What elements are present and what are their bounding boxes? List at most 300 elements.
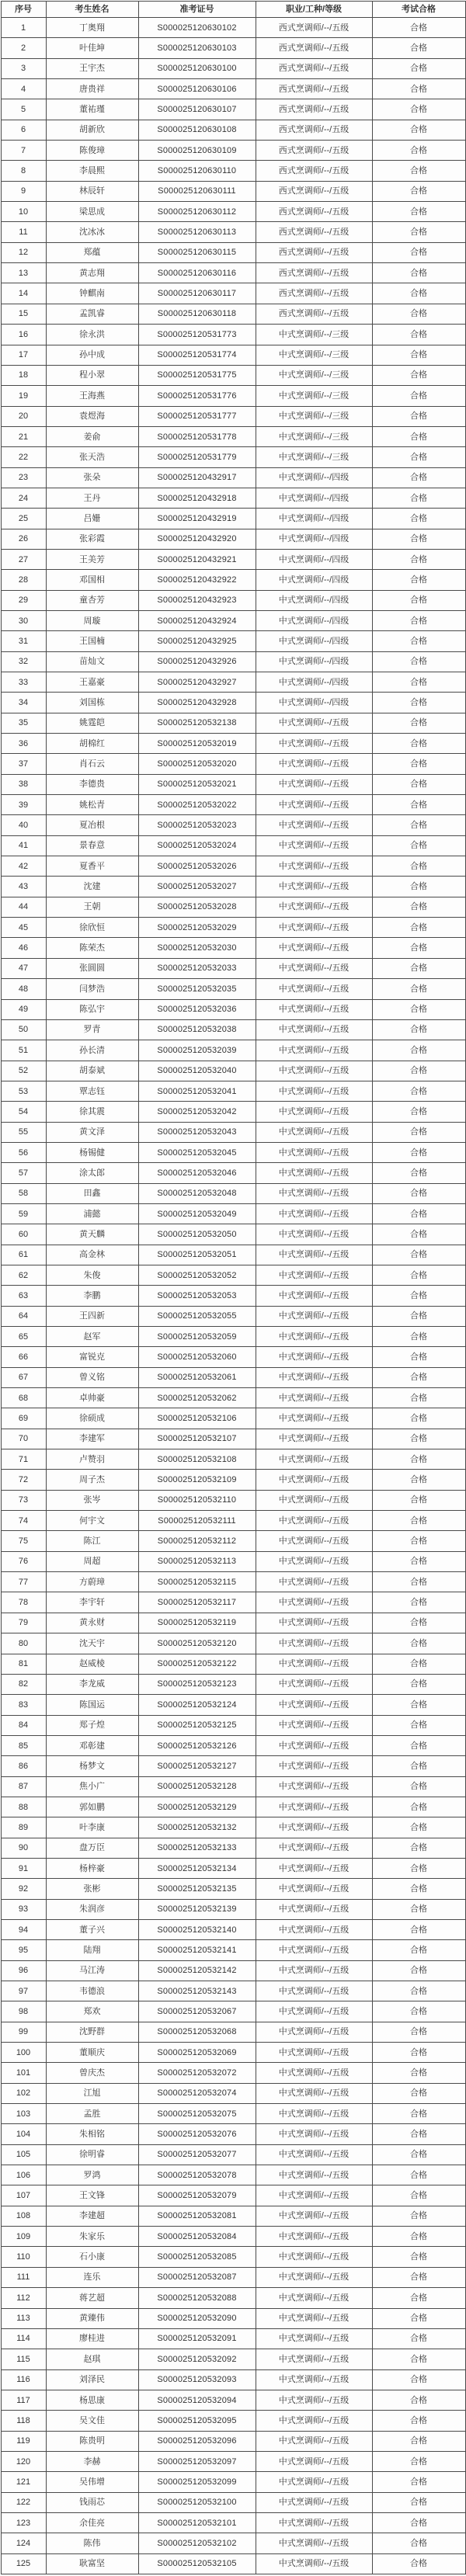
table-row <box>1 2492 465 2512</box>
cell-result: 合格 <box>372 345 465 365</box>
cell-ticket: S000025120532050 <box>138 1224 256 1245</box>
table-row <box>1 1286 465 1306</box>
cell-name: 连乐 <box>46 2267 138 2287</box>
cell-name: 杨梓豪 <box>46 1858 138 1878</box>
cell-occupation: 中式烹调师/--/五级 <box>256 1919 372 1939</box>
cell-name: 叶佳坤 <box>46 38 138 58</box>
cell-name: 余佳亮 <box>46 2512 138 2533</box>
cell-ticket: S000025120532088 <box>138 2288 256 2308</box>
table-row <box>1 2185 465 2206</box>
cell-result: 合格 <box>372 856 465 877</box>
cell-index: 109 <box>1 2227 46 2247</box>
cell-name: 徐永洪 <box>46 325 138 345</box>
cell-occupation: 中式烹调师/--/五级 <box>256 1122 372 1142</box>
cell-ticket: S000025120532102 <box>138 2533 256 2553</box>
cell-ticket: S000025120630106 <box>138 79 256 99</box>
cell-index: 112 <box>1 2288 46 2308</box>
cell-result: 合格 <box>372 1797 465 1817</box>
cell-occupation: 中式烹调师/--/五级 <box>256 1695 372 1715</box>
cell-occupation: 中式烹调师/--/五级 <box>256 2328 372 2349</box>
cell-index: 69 <box>1 1408 46 1429</box>
cell-index: 81 <box>1 1654 46 1674</box>
cell-result: 合格 <box>372 2308 465 2328</box>
cell-index: 122 <box>1 2492 46 2512</box>
cell-ticket: S000025120532036 <box>138 999 256 1019</box>
table-row <box>1 304 465 324</box>
cell-result: 合格 <box>372 1408 465 1429</box>
cell-ticket: S000025120630108 <box>138 120 256 140</box>
cell-occupation: 中式烹调师/--/三级 <box>256 345 372 365</box>
table-row <box>1 1019 465 1040</box>
table-row <box>1 99 465 120</box>
cell-ticket: S000025120532129 <box>138 1797 256 1817</box>
cell-index: 110 <box>1 2247 46 2267</box>
cell-index: 26 <box>1 529 46 549</box>
cell-result: 合格 <box>372 754 465 774</box>
cell-name: 王嘉豪 <box>46 672 138 693</box>
cell-occupation: 中式烹调师/--/五级 <box>256 2533 372 2553</box>
column-header-result: 考试合格 <box>372 2 465 18</box>
cell-occupation: 中式烹调师/--/五级 <box>256 1102 372 1122</box>
cell-name: 王文锋 <box>46 2185 138 2206</box>
cell-occupation: 中式烹调师/--/五级 <box>256 2185 372 2206</box>
cell-name: 沈建 <box>46 877 138 897</box>
cell-result: 合格 <box>372 202 465 222</box>
table-row <box>1 734 465 754</box>
table-row <box>1 1899 465 1919</box>
table-row <box>1 447 465 467</box>
cell-occupation: 中式烹调师/--/五级 <box>256 1858 372 1878</box>
cell-name: 李晨熙 <box>46 161 138 181</box>
cell-name: 李德贵 <box>46 774 138 794</box>
cell-name: 李建军 <box>46 1429 138 1449</box>
cell-name: 杨思康 <box>46 2390 138 2410</box>
cell-result: 合格 <box>372 2349 465 2369</box>
cell-index: 76 <box>1 1551 46 1571</box>
cell-name: 胡新欣 <box>46 120 138 140</box>
cell-result: 合格 <box>372 958 465 978</box>
table-row <box>1 386 465 406</box>
cell-ticket: S000025120432917 <box>138 467 256 488</box>
table-row <box>1 774 465 794</box>
cell-index: 63 <box>1 1286 46 1306</box>
cell-index: 24 <box>1 488 46 508</box>
table-row <box>1 2472 465 2492</box>
cell-occupation: 中式烹调师/--/五级 <box>256 1347 372 1367</box>
cell-result: 合格 <box>372 1388 465 1408</box>
cell-ticket: S000025120532107 <box>138 1429 256 1449</box>
cell-name: 王丹 <box>46 488 138 508</box>
cell-result: 合格 <box>372 99 465 120</box>
cell-index: 74 <box>1 1511 46 1531</box>
cell-ticket: S000025120432918 <box>138 488 256 508</box>
cell-result: 合格 <box>372 283 465 304</box>
cell-ticket: S000025120630113 <box>138 222 256 242</box>
cell-index: 53 <box>1 1081 46 1101</box>
cell-result: 合格 <box>372 1817 465 1838</box>
cell-name: 马江涛 <box>46 1960 138 1981</box>
cell-ticket: S000025120532041 <box>138 1081 256 1101</box>
cell-index: 102 <box>1 2083 46 2103</box>
cell-result: 合格 <box>372 1470 465 1490</box>
cell-name: 陆翔 <box>46 1940 138 1960</box>
cell-name: 廖桂进 <box>46 2328 138 2349</box>
cell-name: 吕姗 <box>46 509 138 529</box>
table-row <box>1 2083 465 2103</box>
cell-name: 程小翠 <box>46 365 138 385</box>
cell-index: 15 <box>1 304 46 324</box>
cell-index: 104 <box>1 2124 46 2144</box>
cell-ticket: S000025120532132 <box>138 1817 256 1838</box>
table-row <box>1 1224 465 1245</box>
cell-ticket: S000025120531775 <box>138 365 256 385</box>
cell-occupation: 中式烹调师/--/四级 <box>256 693 372 713</box>
cell-ticket: S000025120532028 <box>138 897 256 917</box>
cell-index: 83 <box>1 1695 46 1715</box>
table-row <box>1 1613 465 1633</box>
cell-name: 韦德浪 <box>46 1981 138 2001</box>
cell-occupation: 中式烹调师/--/五级 <box>256 2022 372 2042</box>
cell-occupation: 中式烹调师/--/三级 <box>256 447 372 467</box>
cell-name: 罗青 <box>46 1019 138 1040</box>
cell-result: 合格 <box>372 897 465 917</box>
cell-name: 徐硕成 <box>46 1408 138 1429</box>
cell-occupation: 中式烹调师/--/五级 <box>256 1183 372 1203</box>
cell-ticket: S000025120531779 <box>138 447 256 467</box>
table-row <box>1 141 465 161</box>
cell-ticket: S000025120532095 <box>138 2411 256 2431</box>
cell-index: 97 <box>1 1981 46 2001</box>
cell-occupation: 中式烹调师/--/四级 <box>256 631 372 651</box>
table-row <box>1 1654 465 1674</box>
cell-ticket: S000025120532100 <box>138 2492 256 2512</box>
cell-result: 合格 <box>372 18 465 38</box>
cell-occupation: 中式烹调师/--/五级 <box>256 815 372 835</box>
cell-name: 王宇杰 <box>46 58 138 78</box>
cell-ticket: S000025120630118 <box>138 304 256 324</box>
cell-index: 116 <box>1 2369 46 2390</box>
cell-index: 65 <box>1 1327 46 1347</box>
table-row <box>1 488 465 508</box>
cell-ticket: S000025120532023 <box>138 815 256 835</box>
cell-result: 合格 <box>372 1367 465 1387</box>
cell-occupation: 中式烹调师/--/五级 <box>256 1367 372 1387</box>
cell-result: 合格 <box>372 1572 465 1592</box>
cell-ticket: S000025120630112 <box>138 202 256 222</box>
cell-result: 合格 <box>372 774 465 794</box>
cell-ticket: S000025120532128 <box>138 1776 256 1797</box>
cell-occupation: 中式烹调师/--/五级 <box>256 2349 372 2369</box>
cell-occupation: 中式烹调师/--/五级 <box>256 1838 372 1858</box>
cell-name: 沈天宇 <box>46 1633 138 1654</box>
cell-index: 39 <box>1 795 46 815</box>
cell-index: 82 <box>1 1674 46 1694</box>
cell-name: 张朵 <box>46 467 138 488</box>
cell-result: 合格 <box>372 488 465 508</box>
cell-index: 50 <box>1 1019 46 1040</box>
cell-occupation: 中式烹调师/--/五级 <box>256 1224 372 1245</box>
cell-index: 105 <box>1 2144 46 2165</box>
cell-index: 87 <box>1 1776 46 1797</box>
cell-ticket: S000025120432926 <box>138 651 256 672</box>
cell-name: 黄天麟 <box>46 1224 138 1245</box>
cell-ticket: S000025120532085 <box>138 2247 256 2267</box>
cell-occupation: 西式烹调师/--/五级 <box>256 79 372 99</box>
table-row <box>1 897 465 917</box>
cell-ticket: S000025120532109 <box>138 1470 256 1490</box>
cell-result: 合格 <box>372 181 465 201</box>
cell-name: 苗灿文 <box>46 651 138 672</box>
table-row <box>1 2043 465 2063</box>
cell-index: 92 <box>1 1879 46 1899</box>
cell-name: 董祐瑾 <box>46 99 138 120</box>
cell-index: 8 <box>1 161 46 181</box>
cell-name: 丁奥翔 <box>46 18 138 38</box>
cell-result: 合格 <box>372 1163 465 1183</box>
cell-index: 42 <box>1 856 46 877</box>
cell-result: 合格 <box>372 2431 465 2451</box>
table-row <box>1 713 465 733</box>
table-row <box>1 2512 465 2533</box>
cell-index: 86 <box>1 1756 46 1776</box>
cell-ticket: S000025120532078 <box>138 2165 256 2185</box>
cell-index: 13 <box>1 263 46 283</box>
cell-result: 合格 <box>372 2063 465 2083</box>
table-row <box>1 2144 465 2165</box>
cell-result: 合格 <box>372 549 465 569</box>
cell-occupation: 中式烹调师/--/五级 <box>256 2553 372 2574</box>
cell-occupation: 中式烹调师/--/五级 <box>256 1327 372 1347</box>
table-row <box>1 672 465 693</box>
cell-ticket: S000025120630102 <box>138 18 256 38</box>
cell-occupation: 中式烹调师/--/三级 <box>256 426 372 446</box>
cell-index: 20 <box>1 406 46 426</box>
cell-occupation: 西式烹调师/--/五级 <box>256 141 372 161</box>
cell-name: 郑欢 <box>46 2001 138 2022</box>
cell-result: 合格 <box>372 304 465 324</box>
cell-result: 合格 <box>372 2001 465 2022</box>
cell-occupation: 中式烹调师/--/五级 <box>256 1511 372 1531</box>
cell-name: 李龙威 <box>46 1674 138 1694</box>
cell-result: 合格 <box>372 1899 465 1919</box>
cell-index: 52 <box>1 1061 46 1081</box>
cell-name: 江旭 <box>46 2083 138 2103</box>
cell-index: 114 <box>1 2328 46 2349</box>
cell-name: 黄臻伟 <box>46 2308 138 2328</box>
cell-occupation: 中式烹调师/--/五级 <box>256 1960 372 1981</box>
table-row <box>1 2206 465 2226</box>
cell-name: 卢赞羽 <box>46 1449 138 1470</box>
cell-ticket: S000025120630116 <box>138 263 256 283</box>
cell-occupation: 中式烹调师/--/四级 <box>256 570 372 590</box>
cell-ticket: S000025120432921 <box>138 549 256 569</box>
cell-name: 朱家乐 <box>46 2227 138 2247</box>
cell-result: 合格 <box>372 672 465 693</box>
cell-name: 刘国栋 <box>46 693 138 713</box>
cell-ticket: S000025120630111 <box>138 181 256 201</box>
table-row <box>1 1695 465 1715</box>
cell-result: 合格 <box>372 1265 465 1285</box>
table-row <box>1 1449 465 1470</box>
cell-occupation: 中式烹调师/--/五级 <box>256 2411 372 2431</box>
cell-name: 刘泽民 <box>46 2369 138 2390</box>
cell-name: 沈冰冰 <box>46 222 138 242</box>
table-row <box>1 2001 465 2022</box>
cell-name: 曾义铭 <box>46 1367 138 1387</box>
cell-index: 72 <box>1 1470 46 1490</box>
cell-name: 涂太郎 <box>46 1163 138 1183</box>
cell-name: 王海燕 <box>46 386 138 406</box>
cell-name: 周子杰 <box>46 1470 138 1490</box>
cell-ticket: S000025120532135 <box>138 1879 256 1899</box>
table-row <box>1 754 465 774</box>
cell-ticket: S000025120630109 <box>138 141 256 161</box>
cell-index: 11 <box>1 222 46 242</box>
cell-occupation: 中式烹调师/--/五级 <box>256 1203 372 1224</box>
cell-occupation: 中式烹调师/--/三级 <box>256 365 372 385</box>
cell-occupation: 西式烹调师/--/五级 <box>256 202 372 222</box>
cell-ticket: S000025120532125 <box>138 1715 256 1735</box>
cell-name: 姚松青 <box>46 795 138 815</box>
cell-index: 85 <box>1 1735 46 1755</box>
cell-occupation: 中式烹调师/--/五级 <box>256 1981 372 2001</box>
cell-index: 73 <box>1 1490 46 1510</box>
cell-occupation: 中式烹调师/--/五级 <box>256 2247 372 2267</box>
cell-occupation: 西式烹调师/--/五级 <box>256 120 372 140</box>
cell-ticket: S000025120532110 <box>138 1490 256 1510</box>
cell-index: 48 <box>1 979 46 999</box>
cell-index: 90 <box>1 1838 46 1858</box>
cell-result: 合格 <box>372 693 465 713</box>
cell-ticket: S000025120532052 <box>138 1265 256 1285</box>
cell-result: 合格 <box>372 1142 465 1162</box>
cell-occupation: 中式烹调师/--/五级 <box>256 1470 372 1490</box>
cell-result: 合格 <box>372 1756 465 1776</box>
cell-ticket: S000025120532094 <box>138 2390 256 2410</box>
table-row <box>1 1940 465 1960</box>
table-row <box>1 2553 465 2574</box>
cell-result: 合格 <box>372 1633 465 1654</box>
table-row <box>1 1735 465 1755</box>
cell-index: 22 <box>1 447 46 467</box>
table-row <box>1 1142 465 1162</box>
cell-name: 李赫 <box>46 2451 138 2471</box>
cell-name: 田鑫 <box>46 1183 138 1203</box>
cell-index: 78 <box>1 1592 46 1613</box>
cell-name: 焦小广 <box>46 1776 138 1797</box>
cell-name: 黄永财 <box>46 1613 138 1633</box>
cell-name: 陈伟 <box>46 2533 138 2553</box>
cell-result: 合格 <box>372 2083 465 2103</box>
cell-occupation: 中式烹调师/--/五级 <box>256 2144 372 2165</box>
table-row <box>1 2308 465 2328</box>
cell-occupation: 中式烹调师/--/五级 <box>256 1081 372 1101</box>
cell-occupation: 中式烹调师/--/四级 <box>256 590 372 610</box>
table-row <box>1 590 465 610</box>
cell-name: 陈国运 <box>46 1695 138 1715</box>
cell-result: 合格 <box>372 1960 465 1981</box>
cell-index: 5 <box>1 99 46 120</box>
cell-index: 57 <box>1 1163 46 1183</box>
table-row <box>1 467 465 488</box>
cell-ticket: S000025120532126 <box>138 1735 256 1755</box>
table-row <box>1 58 465 78</box>
cell-name: 景春意 <box>46 835 138 856</box>
cell-occupation: 西式烹调师/--/五级 <box>256 242 372 262</box>
table-row <box>1 1572 465 1592</box>
cell-name: 曾庆杰 <box>46 2063 138 2083</box>
cell-result: 合格 <box>372 1695 465 1715</box>
cell-ticket: S000025120432920 <box>138 529 256 549</box>
cell-name: 胡棉红 <box>46 734 138 754</box>
cell-index: 108 <box>1 2206 46 2226</box>
cell-result: 合格 <box>372 2533 465 2553</box>
table-row <box>1 2533 465 2553</box>
cell-result: 合格 <box>372 222 465 242</box>
cell-ticket: S000025120532046 <box>138 1163 256 1183</box>
cell-ticket: S000025120532099 <box>138 2472 256 2492</box>
cell-result: 合格 <box>372 1715 465 1735</box>
table-row <box>1 1388 465 1408</box>
cell-name: 何宇文 <box>46 1511 138 1531</box>
cell-ticket: S000025120532123 <box>138 1674 256 1694</box>
cell-result: 合格 <box>372 1203 465 1224</box>
cell-result: 合格 <box>372 2411 465 2431</box>
cell-ticket: S000025120532062 <box>138 1388 256 1408</box>
cell-occupation: 中式烹调师/--/五级 <box>256 1388 372 1408</box>
table-row <box>1 1061 465 1081</box>
cell-occupation: 西式烹调师/--/五级 <box>256 38 372 58</box>
table-row <box>1 1674 465 1694</box>
cell-occupation: 中式烹调师/--/五级 <box>256 2492 372 2512</box>
cell-ticket: S000025120532042 <box>138 1102 256 1122</box>
cell-occupation: 中式烹调师/--/五级 <box>256 2390 372 2410</box>
cell-name: 张岑 <box>46 1490 138 1510</box>
cell-index: 95 <box>1 1940 46 1960</box>
cell-index: 98 <box>1 2001 46 2022</box>
table-row <box>1 570 465 590</box>
cell-name: 朱俊 <box>46 1265 138 1285</box>
cell-ticket: S000025120532053 <box>138 1286 256 1306</box>
table-row <box>1 835 465 856</box>
cell-index: 32 <box>1 651 46 672</box>
cell-name: 孙长清 <box>46 1040 138 1061</box>
table-row <box>1 2124 465 2144</box>
cell-result: 合格 <box>372 2288 465 2308</box>
cell-occupation: 西式烹调师/--/五级 <box>256 18 372 38</box>
cell-result: 合格 <box>372 1858 465 1878</box>
table-row <box>1 1102 465 1122</box>
cell-occupation: 中式烹调师/--/五级 <box>256 979 372 999</box>
cell-index: 16 <box>1 325 46 345</box>
cell-index: 21 <box>1 426 46 446</box>
table-row <box>1 938 465 958</box>
cell-ticket: S000025120630117 <box>138 283 256 304</box>
cell-ticket: S000025120532043 <box>138 1122 256 1142</box>
cell-index: 23 <box>1 467 46 488</box>
cell-ticket: S000025120532074 <box>138 2083 256 2103</box>
table-row <box>1 549 465 569</box>
cell-result: 合格 <box>372 815 465 835</box>
cell-occupation: 中式烹调师/--/三级 <box>256 386 372 406</box>
cell-result: 合格 <box>372 242 465 262</box>
cell-ticket: S000025120432923 <box>138 590 256 610</box>
table-row <box>1 1817 465 1838</box>
cell-occupation: 中式烹调师/--/五级 <box>256 1899 372 1919</box>
cell-name: 夏香平 <box>46 856 138 877</box>
cell-result: 合格 <box>372 1838 465 1858</box>
table-row <box>1 345 465 365</box>
